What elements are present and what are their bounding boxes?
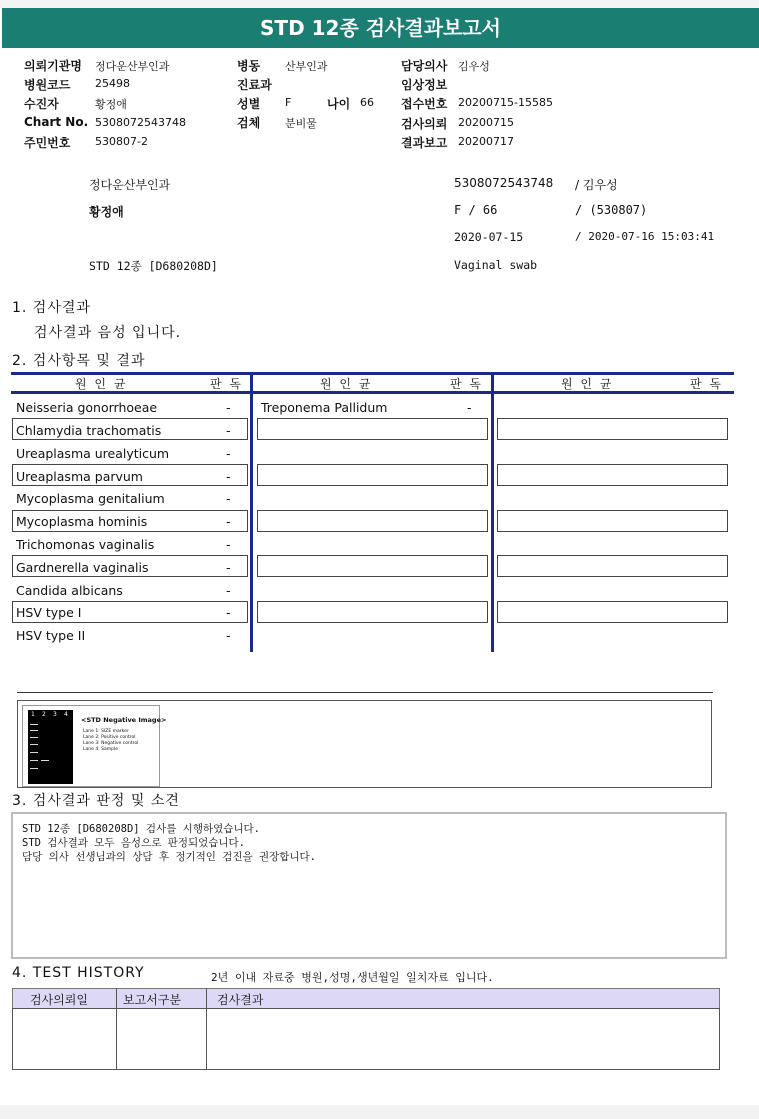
section3-title: 3. 검사결과 판정 및 소견 bbox=[12, 793, 180, 809]
pathogen-result: - bbox=[226, 537, 231, 552]
report-title: STD 12종 검사결과보고서 bbox=[2, 8, 759, 48]
header-result-1: 판 독 bbox=[210, 377, 243, 391]
label-patient: 수진자 bbox=[24, 97, 59, 111]
gel-image-frame bbox=[17, 700, 712, 788]
value-patient: 황정애 bbox=[95, 98, 127, 111]
lane-number: 1 bbox=[31, 711, 35, 718]
pathogen-name: Gardnerella vaginalis bbox=[16, 560, 149, 575]
row-box bbox=[497, 555, 728, 577]
marker-band bbox=[30, 752, 38, 753]
history-header-row bbox=[12, 988, 720, 1009]
label-requesting-institution: 의뢰기관명 bbox=[24, 59, 82, 73]
value-resident-no: 530807-2 bbox=[95, 135, 148, 148]
label-clinical-info: 임상정보 bbox=[401, 78, 448, 92]
pathogen-result: - bbox=[226, 583, 231, 598]
pathogen-name: Mycoplasma hominis bbox=[16, 514, 148, 529]
value-specimen: 분비물 bbox=[285, 117, 317, 130]
header-pathogen-3: 원 인 균 bbox=[561, 377, 614, 391]
value-doctor: 김우성 bbox=[458, 60, 490, 73]
opinion-line: 담당 의사 선생님과의 상담 후 정기적인 검진을 권장합니다. bbox=[22, 851, 317, 863]
pathogen-result: - bbox=[226, 628, 231, 643]
row-box bbox=[497, 510, 728, 532]
row-box bbox=[257, 464, 488, 486]
table-divider-1 bbox=[250, 372, 253, 652]
value-report-date: 20200717 bbox=[458, 135, 514, 148]
history-col-result: 검사결과 bbox=[217, 993, 264, 1007]
summary-chart-no: 5308072543748 bbox=[454, 176, 554, 190]
row-box bbox=[497, 418, 728, 440]
value-ward: 산부인과 bbox=[285, 60, 328, 73]
label-sex: 성별 bbox=[237, 97, 261, 111]
opinion-box bbox=[11, 812, 727, 959]
label-doctor: 담당의사 bbox=[401, 59, 448, 73]
lane-number: 3 bbox=[53, 711, 57, 718]
label-age: 나이 bbox=[327, 97, 351, 111]
pathogen-result: - bbox=[467, 400, 472, 415]
history-col-divider bbox=[116, 988, 117, 1070]
label-resident-no: 주민번호 bbox=[24, 136, 71, 150]
gel-top-rule bbox=[17, 692, 713, 693]
gel-legend-line: Lane 1: SIZE marker bbox=[83, 729, 129, 734]
gel-legend-line: Lane 3: Negative control bbox=[83, 741, 139, 746]
summary-test: STD 12종 [D680208D] bbox=[89, 259, 218, 273]
marker-band bbox=[30, 737, 38, 738]
gel-image-panel bbox=[22, 705, 167, 787]
pathogen-name: HSV type I bbox=[16, 605, 82, 620]
summary-doctor: / 김우성 bbox=[575, 178, 618, 192]
header-result-2: 판 독 bbox=[450, 377, 483, 391]
pathogen-result: - bbox=[226, 446, 231, 461]
label-chart-no: Chart No. bbox=[24, 115, 89, 129]
section1-title: 1. 검사결과 bbox=[12, 300, 91, 316]
section2-title: 2. 검사항목 및 결과 bbox=[12, 353, 146, 369]
marker-band bbox=[30, 730, 38, 731]
summary-hospital: 정다운산부인과 bbox=[89, 178, 171, 192]
pathogen-name: Trichomonas vaginalis bbox=[16, 537, 155, 552]
value-age: 66 bbox=[360, 96, 374, 109]
label-specimen: 검체 bbox=[237, 116, 261, 130]
gel-legend-line: Lane 2: Positive control bbox=[83, 735, 136, 740]
label-ward: 병동 bbox=[237, 59, 261, 73]
header-pathogen-1: 원 인 균 bbox=[75, 377, 128, 391]
pathogen-result: - bbox=[226, 400, 231, 415]
top-strip bbox=[0, 0, 759, 8]
section4-title: 4. TEST HISTORY bbox=[12, 965, 145, 981]
pathogen-result: - bbox=[226, 514, 231, 529]
summary-specimen: Vaginal swab bbox=[454, 258, 538, 272]
row-box bbox=[257, 418, 488, 440]
pathogen-result: - bbox=[226, 605, 231, 620]
pathogen-name: Chlamydia trachomatis bbox=[16, 423, 162, 438]
value-hospital-code: 25498 bbox=[95, 77, 130, 90]
value-receipt-no: 20200715-15585 bbox=[458, 96, 553, 109]
summary-sex-age: F / 66 bbox=[454, 203, 498, 217]
history-col-request-date: 검사의뢰일 bbox=[30, 993, 88, 1007]
lane-number: 2 bbox=[42, 711, 46, 718]
row-box bbox=[257, 555, 488, 577]
pathogen-name: Treponema Pallidum bbox=[261, 400, 388, 415]
value-request-date: 20200715 bbox=[458, 116, 514, 129]
summary-request-date: 2020-07-15 bbox=[454, 230, 524, 244]
value-requesting-institution: 정다운산부인과 bbox=[95, 60, 170, 73]
value-chart-no: 5308072543748 bbox=[95, 116, 186, 129]
marker-band bbox=[30, 768, 38, 769]
summary-birth: / (530807) bbox=[575, 203, 648, 217]
pathogen-name: Ureaplasma parvum bbox=[16, 469, 143, 484]
table-divider-2 bbox=[491, 372, 494, 652]
summary-patient: 황정애 bbox=[89, 205, 124, 219]
history-col-report-type: 보고서구분 bbox=[123, 993, 181, 1007]
opinion-line: STD 검사결과 모두 음성으로 판정되었습니다. bbox=[22, 837, 246, 849]
gel-caption-title: <STD Negative Image> bbox=[81, 716, 167, 724]
label-report-date: 결과보고 bbox=[401, 136, 448, 150]
pathogen-result: - bbox=[226, 423, 231, 438]
row-box bbox=[257, 601, 488, 623]
pathogen-name: Candida albicans bbox=[16, 583, 123, 598]
row-box bbox=[497, 464, 728, 486]
label-request-date: 검사의뢰 bbox=[401, 117, 448, 131]
section4-note: 2년 이내 자료중 병원,성명,생년월일 일치자료 입니다. bbox=[211, 971, 494, 984]
label-receipt-no: 접수번호 bbox=[401, 97, 448, 111]
opinion-line: STD 12종 [D680208D] 검사를 시행하였습니다. bbox=[22, 823, 261, 835]
pathogen-result: - bbox=[226, 491, 231, 506]
label-department: 진료과 bbox=[237, 78, 272, 92]
header-result-3: 판 독 bbox=[690, 377, 723, 391]
row-box bbox=[497, 601, 728, 623]
pathogen-name: Mycoplasma genitalium bbox=[16, 491, 165, 506]
pathogen-name: Ureaplasma urealyticum bbox=[16, 446, 170, 461]
pathogen-name: Neisseria gonorrhoeae bbox=[16, 400, 158, 415]
opinion-text bbox=[22, 822, 316, 864]
pathogen-result: - bbox=[226, 469, 231, 484]
marker-band bbox=[30, 744, 38, 745]
pathogen-name: HSV type II bbox=[16, 628, 86, 643]
history-body bbox=[12, 1008, 720, 1070]
positive-control-band bbox=[41, 760, 49, 761]
section1-text: 검사결과 음성 입니다. bbox=[34, 325, 182, 341]
row-box bbox=[257, 510, 488, 532]
label-hospital-code: 병원코드 bbox=[24, 78, 71, 92]
value-sex: F bbox=[285, 96, 292, 109]
header-pathogen-2: 원 인 균 bbox=[320, 377, 373, 391]
summary-report-datetime: / 2020-07-16 15:03:41 bbox=[575, 230, 715, 243]
history-col-divider bbox=[206, 988, 207, 1070]
marker-band bbox=[30, 724, 38, 725]
marker-band bbox=[30, 760, 38, 761]
gel-image bbox=[28, 710, 73, 784]
lane-number: 4 bbox=[64, 711, 68, 718]
pathogen-result: - bbox=[226, 560, 231, 575]
gel-legend-line: Lane 4: Sample bbox=[83, 747, 118, 752]
